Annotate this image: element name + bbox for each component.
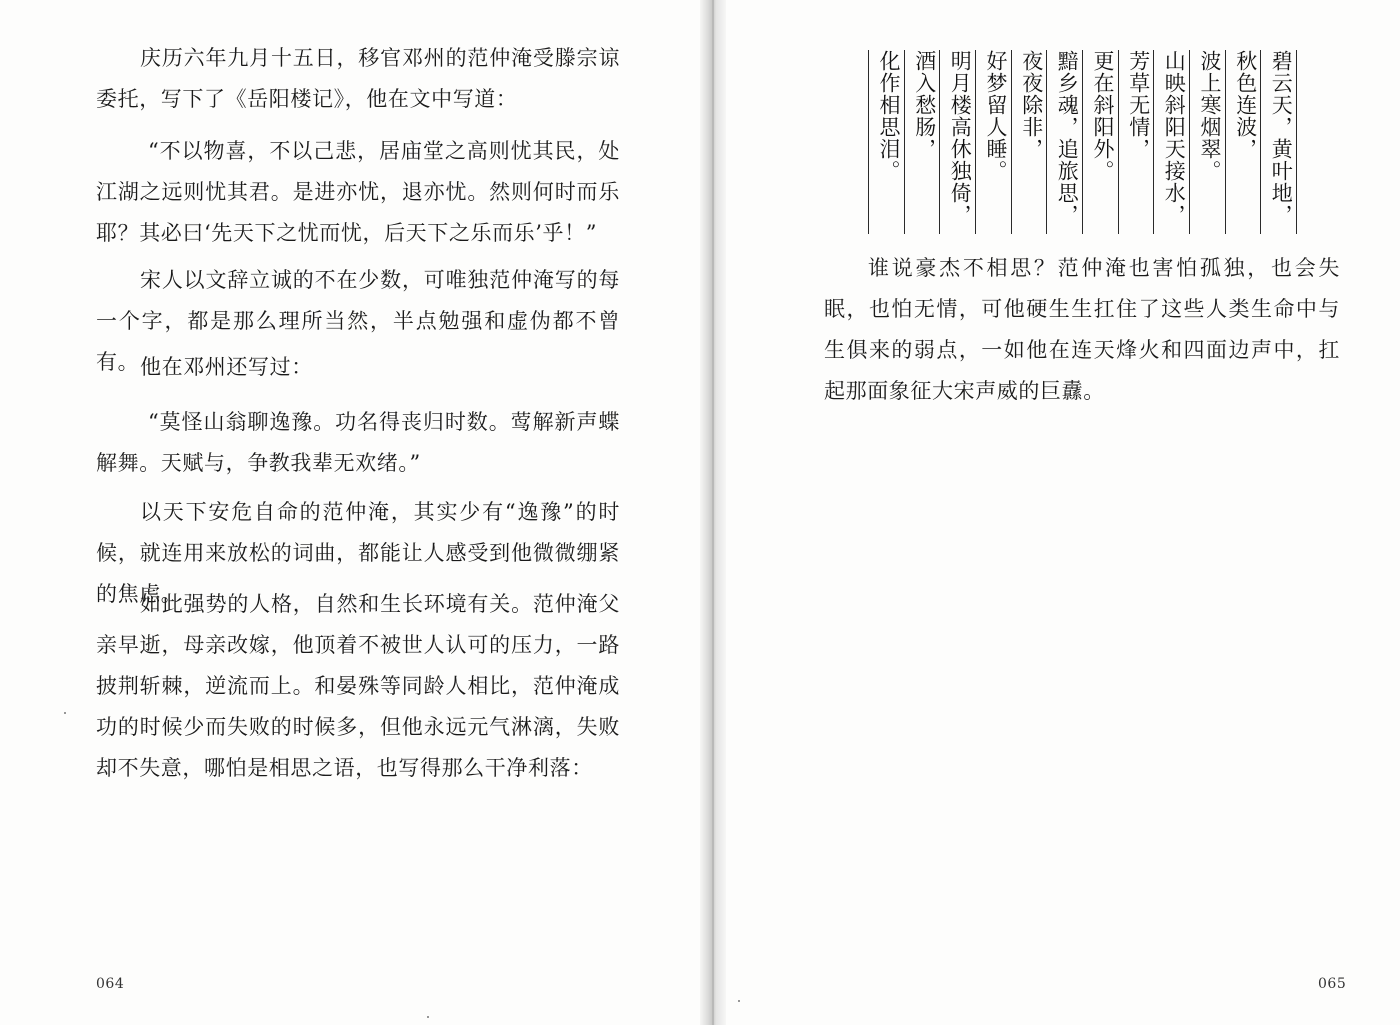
quote-ci-poem: “莫怪山翁聊逸豫。功名得丧归时数。莺解新声蝶解舞。天赋与，争教我辈无欢绪。” [96, 410, 620, 475]
poem-column: 好梦留人睡。 [975, 50, 1009, 234]
page-number-right: 065 [1318, 976, 1347, 992]
poem-column: 黯乡魂，追旅思， [1046, 50, 1080, 234]
poem-column: 秋色连波， [1225, 50, 1259, 234]
scan-speck [738, 1000, 740, 1002]
paragraph-personality: 如此强势的人格，自然和生长环境有关。范仲淹父亲早逝，母亲改嫁，他顶着不被世人认可的压力，一路披荆斩棘，逆流而上。和晏殊等同龄人相比，范仲淹成功的时候少而失败的时候多，但他永远元气淋漓，失败却不失意，哪怕是相思之语，也写得那么干净利落： [96, 592, 620, 780]
paragraph-sincerity: 宋人以文辞立诚的不在少数，可唯独范仲淹写的每一个字，都是那么理所当然，半点勉强和虚伪都不曾有。 [96, 268, 620, 374]
poem-column: 酒入愁肠， [904, 50, 938, 234]
poem-column-rule [1296, 50, 1297, 234]
poem-column: 芳草无情， [1118, 50, 1152, 234]
poem-column: 更在斜阳外。 [1082, 50, 1116, 234]
poem-column: 波上寒烟翠。 [1189, 50, 1223, 234]
scan-speck [64, 712, 66, 714]
scan-speck [427, 1016, 429, 1018]
poem-column: 化作相思泪。 [868, 50, 902, 234]
paragraph-anxiety: 以天下安危自命的范仲淹，其实少有“逸豫”的时候，就连用来放松的词曲，都能让人感受到他微微绷紧的焦虑。 [96, 500, 620, 606]
quote-yueyanglou: “不以物喜，不以己悲，居庙堂之高则忧其民，处江湖之远则忧其君。是进亦忧，退亦忧。然则何时而乐耶？其必曰‘先天下之忧而忧，后天下之乐而乐’乎！” [96, 139, 620, 245]
poem-column: 山映斜阳天接水， [1153, 50, 1187, 234]
paragraph-yueyanglou-intro: 庆历六年九月十五日，移官邓州的范仲淹受滕宗谅委托，写下了《岳阳楼记》，他在文中写道： [96, 46, 620, 111]
paragraph-who-says: 谁说豪杰不相思？范仲淹也害怕孤独，也会失眠，也怕无情，可他硬生生扛住了这些人类生命中与生俱来的弱点，一如他在连天烽火和四面边声中，扛起那面象征大宋声威的巨纛。 [824, 256, 1340, 403]
poem-column: 夜夜除非， [1011, 50, 1045, 234]
poem-column: 碧云天，黄叶地， [1260, 50, 1294, 234]
paragraph-dengzhou: 他在邓州还写过： [140, 355, 313, 379]
page-number-left: 064 [96, 976, 125, 992]
vertical-poem [868, 50, 1296, 234]
poem-column: 明月楼高休独倚， [939, 50, 973, 234]
gutter-fold-line [712, 0, 714, 1025]
